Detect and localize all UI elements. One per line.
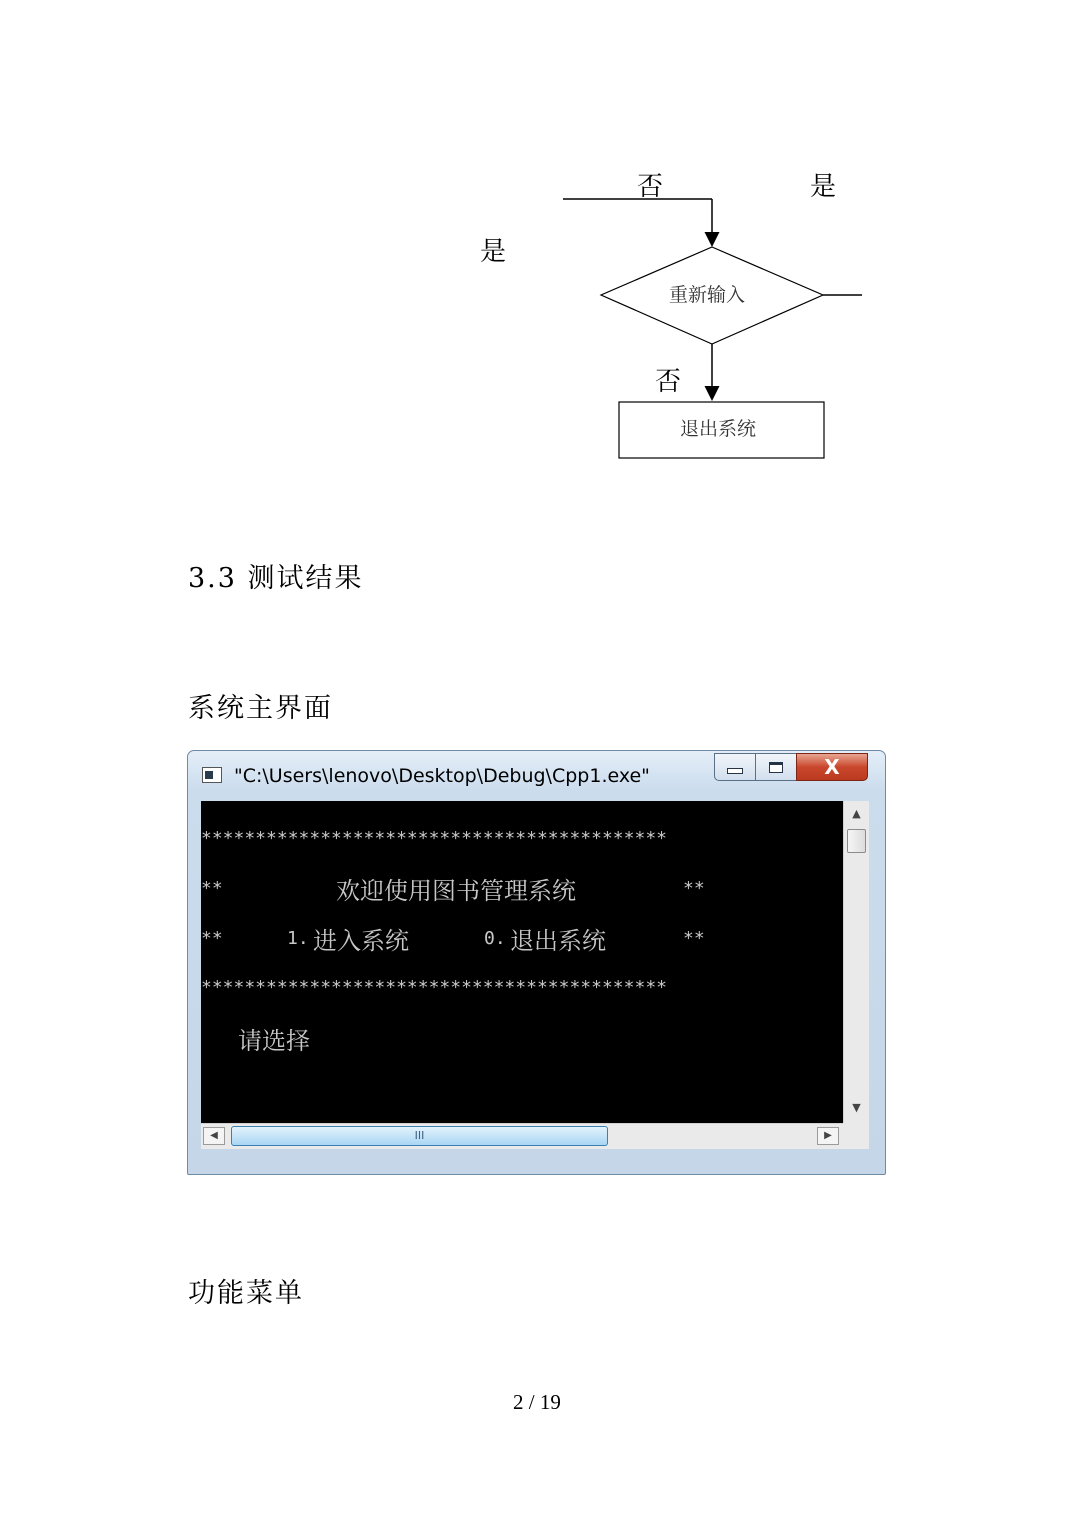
vertical-scroll-thumb[interactable]	[847, 829, 866, 853]
console-window	[187, 750, 886, 1175]
scroll-left-icon[interactable]: ◀	[203, 1127, 225, 1145]
option-0-text: 退出系统	[510, 927, 606, 955]
option-0-number: 0.	[484, 928, 506, 949]
scroll-right-icon[interactable]: ▶	[817, 1127, 839, 1145]
section-heading-main-ui: 系统主界面	[188, 693, 333, 724]
welcome-suffix: **	[683, 878, 705, 899]
label-left-yes: 是	[480, 237, 507, 267]
menu-suffix: **	[683, 928, 705, 949]
horizontal-scrollbar[interactable]	[201, 1123, 843, 1149]
horizontal-scroll-thumb[interactable]: III	[231, 1126, 608, 1146]
label-mid-no: 否	[655, 367, 682, 397]
resize-grip-icon[interactable]	[843, 1123, 869, 1149]
section-heading-menu: 功能菜单	[188, 1278, 304, 1309]
option-1-text: 进入系统	[313, 927, 409, 955]
menu-prefix: **	[201, 928, 223, 949]
flowchart	[0, 150, 1075, 480]
welcome-prefix: **	[201, 878, 223, 899]
maximize-icon	[769, 762, 783, 773]
scroll-up-icon[interactable]: ▲	[852, 807, 861, 820]
stars-line-top: *******************************************	[201, 828, 667, 849]
diamond-text: 重新输入	[669, 284, 746, 306]
label-top-yes: 是	[810, 172, 837, 202]
page-number: 2 / 19	[513, 1390, 561, 1414]
exit-box-text: 退出系统	[680, 418, 757, 440]
label-top-no: 否	[637, 172, 664, 202]
minimize-button[interactable]	[714, 753, 756, 781]
section-heading-test-results: 3.3 测试结果	[188, 563, 364, 594]
option-1-number: 1.	[287, 928, 309, 949]
prompt-text: 请选择	[238, 1027, 310, 1055]
minimize-icon	[727, 768, 743, 774]
console-output[interactable]	[201, 801, 843, 1123]
console-app-icon	[202, 767, 222, 783]
window-title: "C:\Users\lenovo\Desktop\Debug\Cpp1.exe"	[234, 765, 650, 787]
stars-line-bottom: *******************************************	[201, 977, 667, 998]
welcome-text: 欢迎使用图书管理系统	[336, 877, 576, 905]
close-button[interactable]	[796, 753, 868, 781]
maximize-button[interactable]	[755, 753, 797, 781]
scroll-down-icon[interactable]: ▼	[852, 1101, 861, 1114]
vertical-scrollbar[interactable]	[843, 801, 869, 1123]
close-icon: X	[824, 755, 840, 779]
